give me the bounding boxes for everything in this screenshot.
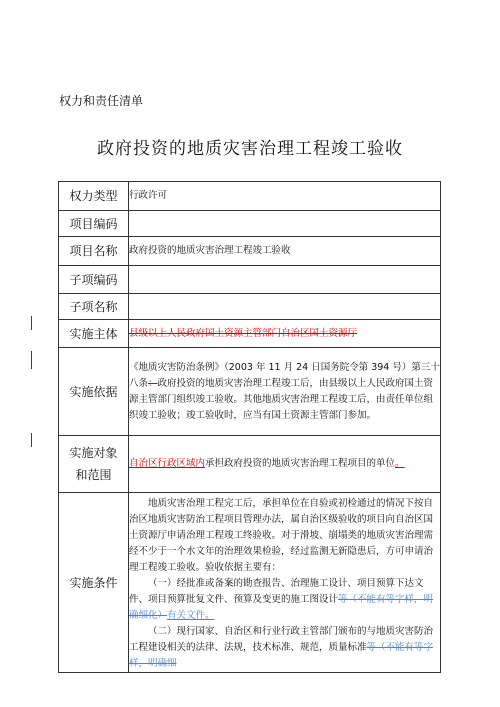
value-scope	[129, 436, 441, 493]
label-subject: 实施主体	[59, 320, 129, 348]
deleted-text: 等（不能有等字样，明确细化）	[129, 594, 434, 621]
conditions-paragraph-3	[129, 624, 440, 672]
label-conditions: 实施条件	[59, 493, 129, 673]
value-name: 政府投资的地质灾害治理工程竣工验收	[129, 237, 441, 266]
value-sub-name	[129, 294, 441, 320]
basis-text-2: 政府投资的地质灾害治理工程竣工后，由县级以上人民政府国土资源主管部门组织竣工验收。其他地质灾害治理工程竣工后，由责任单位组织竣工验收；竣工验收时，应当有国土资源主管部门参加。	[129, 377, 434, 421]
value-code	[129, 211, 441, 237]
label-basis: 实施依据	[59, 348, 129, 436]
label-sub-code: 子项编码	[59, 266, 129, 294]
label-sub-name: 子项名称	[59, 294, 129, 320]
scope-text: 承担政府投资的地质灾害治理工程项目的单位	[205, 458, 396, 469]
value-type: 行政许可	[129, 182, 441, 211]
value-subject	[129, 320, 441, 348]
row-sub-code	[59, 266, 441, 294]
value-basis	[129, 348, 441, 436]
row-basis	[59, 348, 441, 436]
row-subject	[59, 320, 441, 348]
conditions-paragraph-1: 地质灾害治理工程完工后，承担单位在自验或初检通过的情况下按自治区地质灾害防治工程项目管理办法，属自治区级验收的项目向自治区国土资源厅申请治理工程竣工终验收。对于滑坡、崩塌类的地质灾害治理需经不少于一个水文年的治理效果检验，经过监测无新隐患后，方可申请治理工程竣工验收。验收依据主要有：	[129, 498, 434, 573]
deleted-text: ：	[148, 377, 158, 389]
label-scope-line1: 实施对象	[69, 446, 118, 460]
inserted-text: 有关文件。	[167, 610, 215, 621]
info-table	[58, 181, 441, 673]
document-title: 政府投资的地质灾害治理工程竣工验收	[97, 139, 403, 159]
row-type	[59, 182, 441, 211]
basis-text-1: 《地质灾害防治条例》（2003 年 11 月 24 日国务院令第 394 号）第三十八条	[129, 361, 440, 389]
value-sub-code	[129, 266, 441, 294]
revision-marker	[31, 433, 32, 447]
conditions-text: （一）经批准或备案的勘查报告、治理施工设计、项目预算下达文件、项目预算批复文件、预算及变更的施工图设计	[129, 578, 424, 605]
row-scope	[59, 436, 441, 493]
label-code: 项目编码	[59, 211, 129, 237]
revision-marker	[31, 351, 32, 369]
label-scope	[59, 436, 129, 493]
inserted-text: 。	[395, 458, 405, 469]
row-name	[59, 237, 441, 266]
row-sub-name	[59, 294, 441, 320]
deleted-text: 县级以上人民政府国土资源主管部门自治区国土资源厅	[129, 327, 358, 339]
label-type: 权力类型	[59, 182, 129, 211]
conditions-text: （二）现行国家、自治区和行业行政主管部门颁布的与地质灾害防治工程建设相关的法律、法规，技术标准、规范，质量标准	[129, 626, 434, 653]
value-conditions	[129, 493, 441, 673]
revision-marker	[31, 316, 32, 330]
label-name: 项目名称	[59, 237, 129, 266]
row-code	[59, 211, 441, 237]
deleted-text: 等（不能有等字样，明确细	[129, 642, 434, 669]
row-conditions	[59, 493, 441, 673]
page-header: 权力和责任清单	[59, 94, 144, 108]
inserted-text: 自治区行政区域内	[129, 458, 206, 469]
label-scope-line2: 和范围	[75, 468, 112, 482]
conditions-paragraph-2	[129, 576, 440, 624]
